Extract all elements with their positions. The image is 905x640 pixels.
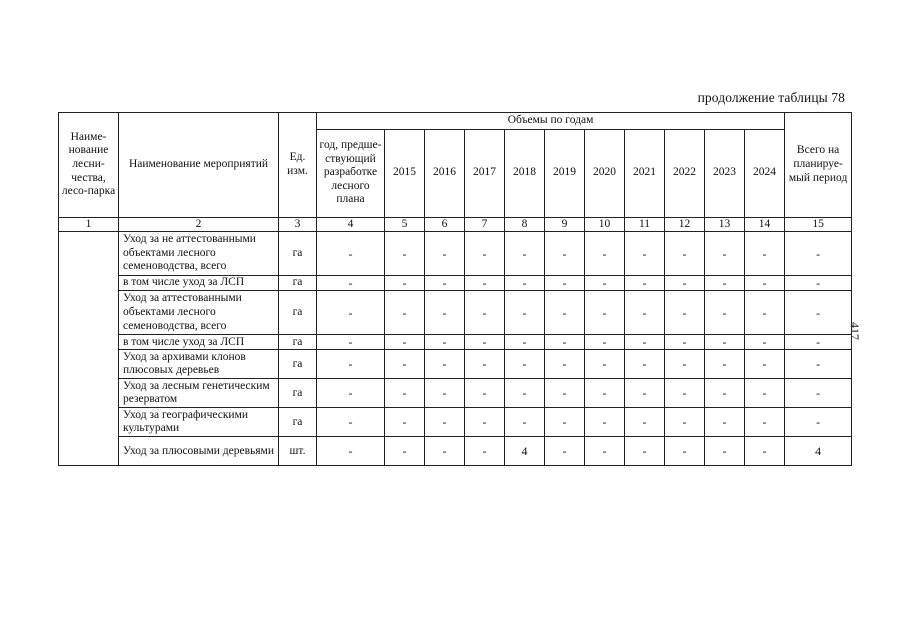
measure-name: Уход за географическими культурами	[119, 408, 279, 437]
value-cell: -	[505, 232, 545, 276]
value-cell: -	[545, 335, 585, 350]
value-cell: -	[585, 350, 625, 379]
header-year: 2024	[745, 129, 785, 217]
column-number: 6	[425, 217, 465, 232]
header-year: 2017	[465, 129, 505, 217]
header-prior-year: год, предше-ствующий разработке лесного плана	[317, 129, 385, 217]
header-year: 2020	[585, 129, 625, 217]
value-cell: -	[425, 350, 465, 379]
value-cell: -	[385, 408, 425, 437]
value-cell: -	[785, 379, 852, 408]
table-row	[59, 276, 852, 291]
value-cell: -	[625, 276, 665, 291]
table-row	[59, 437, 852, 466]
value-cell: -	[385, 379, 425, 408]
value-cell: -	[505, 335, 545, 350]
value-cell: -	[545, 232, 585, 276]
column-number: 5	[385, 217, 425, 232]
header-year: 2018	[505, 129, 545, 217]
table-caption: продолжение таблицы 78	[697, 90, 845, 105]
value-cell: -	[745, 437, 785, 466]
value-cell: -	[465, 408, 505, 437]
value-cell: 4	[785, 437, 852, 466]
value-cell: -	[317, 408, 385, 437]
value-cell: -	[317, 276, 385, 291]
header-year: 2021	[625, 129, 665, 217]
value-cell: -	[585, 291, 625, 335]
header-year: 2023	[705, 129, 745, 217]
value-cell: -	[745, 291, 785, 335]
table-row	[59, 291, 852, 335]
value-cell: -	[505, 276, 545, 291]
measure-name: Уход за плюсовыми деревьями	[119, 437, 279, 466]
value-cell: -	[585, 437, 625, 466]
value-cell: -	[465, 379, 505, 408]
header-year: 2019	[545, 129, 585, 217]
value-cell: -	[425, 291, 465, 335]
value-cell: -	[705, 291, 745, 335]
measure-name: Уход за аттестованными объектами лесного семеноводства, всего	[119, 291, 279, 335]
table-row	[59, 232, 852, 276]
header-forestry: Наиме-нование лесни-чества, лесо-парка	[59, 113, 119, 218]
column-number-row	[59, 217, 852, 232]
value-cell: -	[505, 379, 545, 408]
value-cell: -	[425, 379, 465, 408]
column-number: 2	[119, 217, 279, 232]
header-year: 2022	[665, 129, 705, 217]
column-number: 1	[59, 217, 119, 232]
page-number: 417	[848, 322, 862, 340]
value-cell: -	[585, 408, 625, 437]
unit-cell: га	[279, 335, 317, 350]
value-cell: -	[545, 291, 585, 335]
value-cell: -	[585, 335, 625, 350]
value-cell: -	[385, 291, 425, 335]
value-cell: -	[425, 335, 465, 350]
value-cell: -	[385, 335, 425, 350]
value-cell: -	[425, 437, 465, 466]
column-number: 8	[505, 217, 545, 232]
value-cell: -	[785, 276, 852, 291]
value-cell: -	[317, 232, 385, 276]
value-cell: -	[705, 408, 745, 437]
value-cell: -	[745, 335, 785, 350]
value-cell: -	[385, 232, 425, 276]
value-cell: -	[425, 232, 465, 276]
measure-name: в том числе уход за ЛСП	[119, 276, 279, 291]
header-total: Всего на планируе-мый период	[785, 113, 852, 218]
value-cell: -	[785, 232, 852, 276]
unit-cell: га	[279, 379, 317, 408]
value-cell: -	[705, 437, 745, 466]
value-cell: -	[665, 276, 705, 291]
header-volumes-by-year: Объемы по годам	[317, 113, 785, 130]
column-number: 9	[545, 217, 585, 232]
value-cell: -	[705, 350, 745, 379]
value-cell: -	[545, 379, 585, 408]
measure-name: Уход за архивами клонов плюсовых деревьев	[119, 350, 279, 379]
value-cell: -	[545, 408, 585, 437]
value-cell: -	[705, 276, 745, 291]
value-cell: -	[625, 232, 665, 276]
value-cell: -	[625, 437, 665, 466]
value-cell: 4	[505, 437, 545, 466]
unit-cell: га	[279, 276, 317, 291]
forest-seed-table	[58, 112, 852, 466]
value-cell: -	[425, 408, 465, 437]
value-cell: -	[317, 350, 385, 379]
unit-cell: га	[279, 232, 317, 276]
value-cell: -	[317, 379, 385, 408]
column-number: 11	[625, 217, 665, 232]
value-cell: -	[665, 379, 705, 408]
value-cell: -	[465, 291, 505, 335]
value-cell: -	[745, 350, 785, 379]
value-cell: -	[545, 350, 585, 379]
header-measure-name: Наименование мероприятий	[119, 113, 279, 218]
value-cell: -	[625, 408, 665, 437]
unit-cell: га	[279, 350, 317, 379]
value-cell: -	[465, 350, 505, 379]
unit-cell: га	[279, 408, 317, 437]
header-unit: Ед. изм.	[279, 113, 317, 218]
value-cell: -	[705, 232, 745, 276]
value-cell: -	[465, 232, 505, 276]
value-cell: -	[625, 350, 665, 379]
value-cell: -	[745, 276, 785, 291]
table-row	[59, 408, 852, 437]
table-row	[59, 350, 852, 379]
value-cell: -	[705, 335, 745, 350]
column-number: 10	[585, 217, 625, 232]
value-cell: -	[465, 276, 505, 291]
value-cell: -	[425, 276, 465, 291]
value-cell: -	[317, 437, 385, 466]
value-cell: -	[465, 335, 505, 350]
header-year: 2016	[425, 129, 465, 217]
unit-cell: га	[279, 291, 317, 335]
forestry-cell	[59, 232, 119, 466]
measure-name: в том числе уход за ЛСП	[119, 335, 279, 350]
value-cell: -	[317, 335, 385, 350]
value-cell: -	[625, 379, 665, 408]
value-cell: -	[465, 437, 505, 466]
unit-cell: шт.	[279, 437, 317, 466]
value-cell: -	[785, 350, 852, 379]
table-row	[59, 379, 852, 408]
column-number: 15	[785, 217, 852, 232]
value-cell: -	[745, 408, 785, 437]
value-cell: -	[705, 379, 745, 408]
value-cell: -	[585, 232, 625, 276]
value-cell: -	[785, 291, 852, 335]
value-cell: -	[625, 291, 665, 335]
header-year: 2015	[385, 129, 425, 217]
value-cell: -	[665, 335, 705, 350]
value-cell: -	[665, 408, 705, 437]
value-cell: -	[785, 408, 852, 437]
value-cell: -	[385, 350, 425, 379]
value-cell: -	[785, 335, 852, 350]
column-number: 12	[665, 217, 705, 232]
column-number: 4	[317, 217, 385, 232]
column-number: 13	[705, 217, 745, 232]
table-row	[59, 335, 852, 350]
measure-name: Уход за лесным генетическим резерватом	[119, 379, 279, 408]
value-cell: -	[545, 437, 585, 466]
value-cell: -	[585, 276, 625, 291]
measure-name: Уход за не аттестованными объектами лесного семеноводства, всего	[119, 232, 279, 276]
value-cell: -	[665, 350, 705, 379]
value-cell: -	[625, 335, 665, 350]
value-cell: -	[545, 276, 585, 291]
column-number: 14	[745, 217, 785, 232]
value-cell: -	[505, 291, 545, 335]
value-cell: -	[505, 408, 545, 437]
value-cell: -	[317, 291, 385, 335]
column-number: 3	[279, 217, 317, 232]
value-cell: -	[505, 350, 545, 379]
value-cell: -	[665, 232, 705, 276]
value-cell: -	[745, 379, 785, 408]
value-cell: -	[385, 437, 425, 466]
value-cell: -	[665, 291, 705, 335]
value-cell: -	[585, 379, 625, 408]
value-cell: -	[745, 232, 785, 276]
value-cell: -	[665, 437, 705, 466]
value-cell: -	[385, 276, 425, 291]
column-number: 7	[465, 217, 505, 232]
